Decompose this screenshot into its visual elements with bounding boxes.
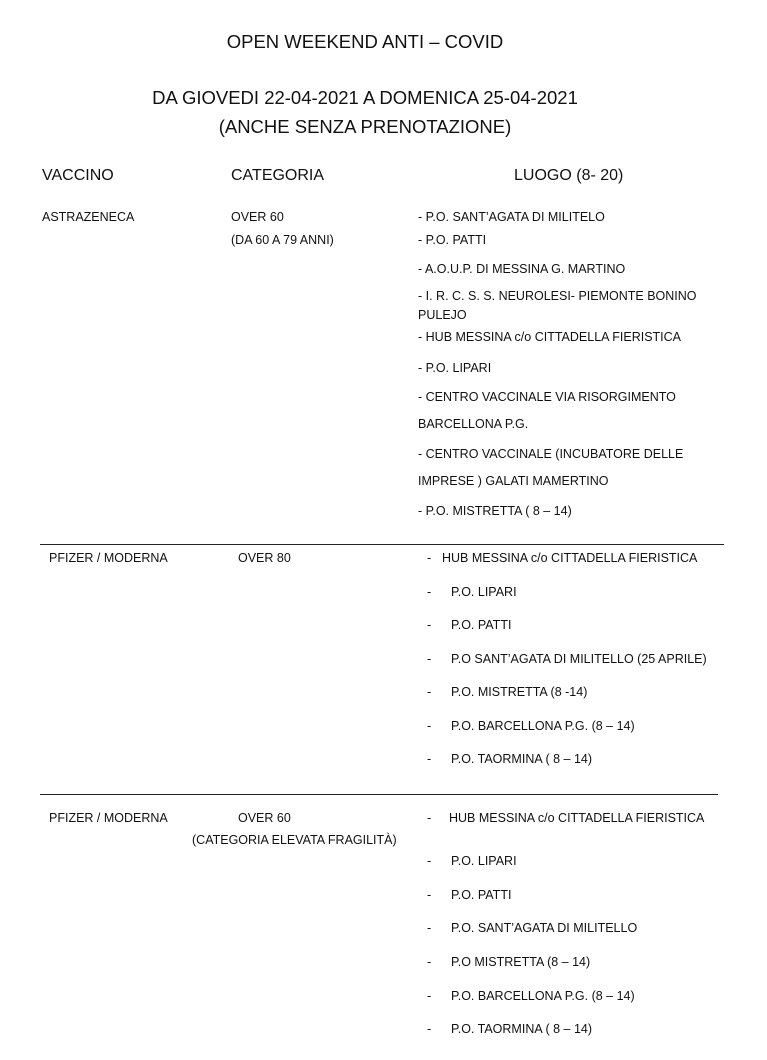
bullet: - [427, 955, 432, 969]
bullet: - [427, 752, 432, 766]
category-label: OVER 80 [238, 551, 291, 565]
bullet: - [427, 811, 432, 825]
location-item: - P.O. LIPARI [418, 361, 492, 375]
section-divider [40, 794, 718, 795]
category-detail: (CATEGORIA ELEVATA FRAGILITÀ) [192, 833, 397, 847]
page-title: OPEN WEEKEND ANTI – COVID [226, 31, 504, 52]
location-item: P.O. BARCELLONA P.G. (8 – 14) [451, 719, 635, 733]
category-label: OVER 60 [231, 210, 284, 224]
location-item: HUB MESSINA c/o CITTADELLA FIERISTICA [442, 551, 698, 565]
location-item: P.O MISTRETTA (8 – 14) [451, 955, 591, 969]
location-item-cont: IMPRESE ) GALATI MAMERTINO [418, 474, 609, 488]
location-item: - P.O. PATTI [418, 233, 487, 247]
location-item: P.O. LIPARI [451, 585, 517, 599]
location-item: - I. R. C. S. S. NEUROLESI- PIEMONTE BONINO [418, 289, 697, 303]
header-luogo: LUOGO (8- 20) [514, 167, 624, 184]
header-vaccino: VACCINO [42, 167, 114, 184]
bullet: - [427, 989, 432, 1003]
location-item: HUB MESSINA c/o CITTADELLA FIERISTICA [449, 811, 705, 825]
date-range: DA GIOVEDI 22-04-2021 A DOMENICA 25-04-2021 [152, 87, 578, 108]
bullet: - [427, 719, 432, 733]
location-item: - P.O. SANT’AGATA DI MILITELO [418, 210, 605, 224]
location-item: P.O. LIPARI [451, 854, 517, 868]
location-item: - P.O. MISTRETTA ( 8 – 14) [418, 504, 572, 518]
location-item: - HUB MESSINA c/o CITTADELLA FIERISTICA [418, 330, 682, 344]
section-divider [40, 544, 724, 545]
bullet: - [427, 685, 432, 699]
location-item: - CENTRO VACCINALE VIA RISORGIMENTO [418, 390, 676, 404]
booking-note: (ANCHE SENZA PRENOTAZIONE) [218, 116, 512, 137]
location-item: - A.O.U.P. DI MESSINA G. MARTINO [418, 262, 626, 276]
category-detail: (DA 60 A 79 ANNI) [231, 233, 334, 247]
bullet: - [427, 1022, 432, 1036]
location-item: P.O. MISTRETTA (8 -14) [451, 685, 588, 699]
location-item-cont: PULEJO [418, 308, 467, 322]
bullet: - [427, 585, 432, 599]
bullet: - [427, 921, 432, 935]
location-item: P.O. PATTI [451, 618, 512, 632]
location-item: P.O. BARCELLONA P.G. (8 – 14) [451, 989, 635, 1003]
vaccine-name: ASTRAZENECA [42, 210, 135, 224]
location-item: - CENTRO VACCINALE (INCUBATORE DELLE [418, 447, 684, 461]
bullet: - [427, 854, 432, 868]
location-item-cont: BARCELLONA P.G. [418, 417, 529, 431]
location-item: P.O. PATTI [451, 888, 512, 902]
bullet: - [427, 652, 432, 666]
location-item: P.O. TAORMINA ( 8 – 14) [451, 1022, 593, 1036]
vaccine-name: PFIZER / MODERNA [49, 811, 168, 825]
location-item: P.O. TAORMINA ( 8 – 14) [451, 752, 593, 766]
vaccine-name: PFIZER / MODERNA [49, 551, 168, 565]
bullet: - [427, 551, 432, 565]
location-item: P.O. SANT’AGATA DI MILITELLO [451, 921, 638, 935]
location-item: P.O SANT’AGATA DI MILITELLO (25 APRILE) [451, 652, 707, 666]
bullet: - [427, 618, 432, 632]
header-categoria: CATEGORIA [231, 167, 325, 184]
category-label: OVER 60 [238, 811, 291, 825]
bullet: - [427, 888, 432, 902]
